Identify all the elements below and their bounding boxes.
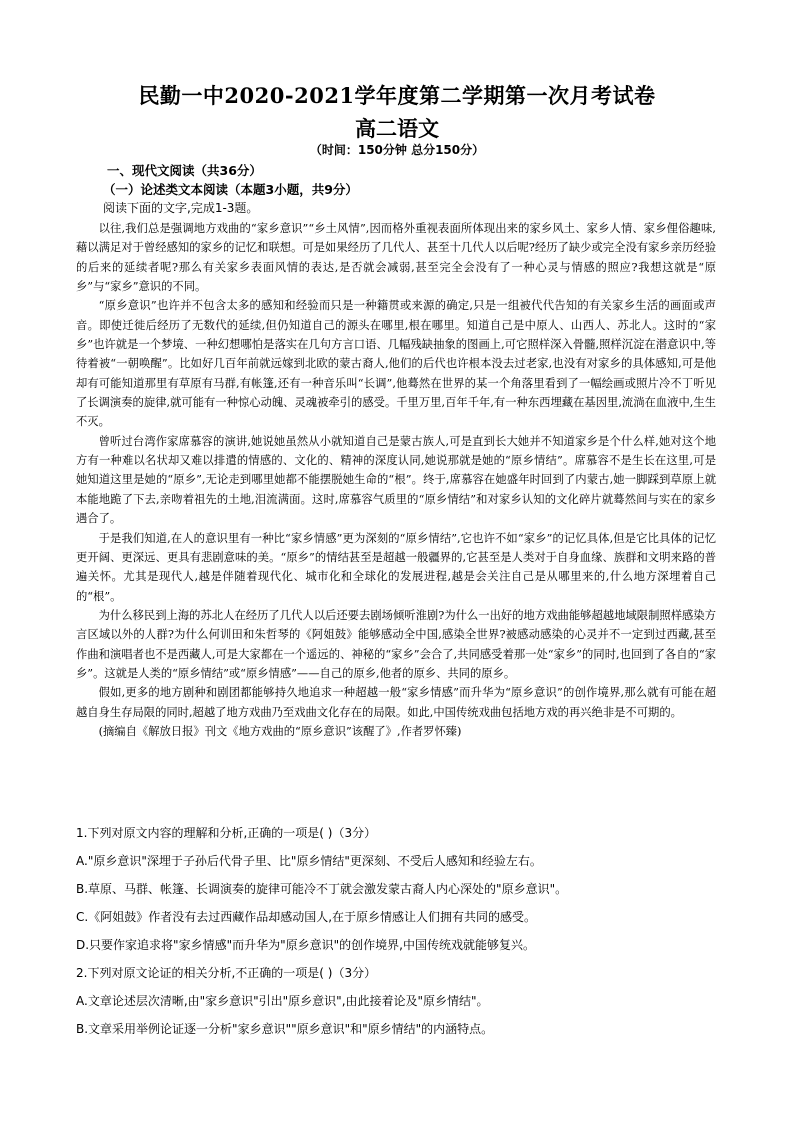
passage-paragraph-2: “原乡意识”也许并不包含太多的感知和经验而只是一种籍贯或来源的确定,只是一组被代代告知的有关家乡生活的画面或声音。即使迁徙后经历了无数代的延续,但仍知道自己的源头在哪里,根在哪里。知道自己是中原人、山西人、苏北人。这时的“家乡”也许就是一个梦境、一种幻想哪怕是落实在几句方言口语、几幅残缺抽象的图画上,可它照样深入骨髓,照样沉淀在潜意识中,等待着被“一朝唤醒”。比如好几百年前就远嫁到北欧的蒙古裔人,他们的后代也许根本没去过老家,也没有对家乡的具体感知,可是他却有可能知道那里有草原有马群,有帐篷,还有一种音乐叫“长调”,他蓦然在世界的某一个角落里看到了一幅绘画或照片冷不丁听见了长调演奏的旋律,就可能有一种惊心动魄、灵魂被牵引的感受。千里万里,百年千年,有一种东西埋藏在基因里,流淌在血液中,生生不灭。 <box>76 299 716 429</box>
passage-paragraph-5: 为什么移民到上海的苏北人在经历了几代人以后还要去剧场倾听淮剧?为什么一出好的地方戏曲能够超越地域限制照样感染方言区域以外的人群?为什么何训田和朱哲琴的《阿姐鼓》能够感动全中国,感染全世界?被感动感染的心灵并不一定到过西藏,甚至作曲和演唱者也不是西藏人,可是大家都在一个遥远的、神秘的“家乡”会合了,共同感受着那一处“家乡”的同时,也回到了各自的“家乡”。这就是人类的“原乡情结”或“原乡情感”——自己的原乡,他者的原乡、共同的原乡。 <box>76 608 716 680</box>
passage-paragraph-3: 曾听过台湾作家席慕容的演讲,她说她虽然从小就知道自己是蒙古族人,可是直到长大她并不知道家乡是个什么样,她对这个地方有一种难以名状却又难以排遣的情感的、文化的、精神的深度认同,她说那就是她的“原乡情结”。席慕容不是生长在这里,可是她知道这里是她的“原乡”,无论走到哪里她都不能摆脱她生命的“根”。终于,席慕容在她盛年时回到了内蒙古,她一脚踩到草原上就本能地跪了下去,亲吻着祖先的土地,泪流满面。这时,席慕容气质里的“原乡情结”和对家乡认知的文化碎片就蓦然间与实在的家乡遇合了。 <box>76 434 716 526</box>
question-2-option-a: A.文章论述层次清晰,由"家乡意识"引出"原乡意识",由此接着论及"原乡情结"。 <box>76 994 489 1008</box>
passage-paragraph-4: 于是我们知道,在人的意识里有一种比“家乡情感”更为深刻的“原乡情结”,它也许不如“家乡”的记忆具体,但是它比具体的记忆更开阔、更深远、更具有悲剧意味的美。“原乡”的情结甚至是超越一般疆界的,它甚至是人类对于自身血缘、族群和文明来路的普遍关怀。尤其是现代人,越是伴随着现代化、城市化和全球化的发展进程,越是会关注自己是从哪里来的,什么地方深埋着自己的“根”。 <box>76 531 716 603</box>
section-heading: 一、现代文阅读（共36分） <box>107 163 262 178</box>
reading-instruction: 阅读下面的文字,完成1-3题。 <box>103 201 259 215</box>
reading-passage <box>76 219 716 741</box>
time-info: （时间：150分钟 总分150分） <box>309 143 485 157</box>
passage-paragraph-6: 假如,更多的地方剧种和剧团都能够持久地追求一种超越一般“家乡情感”而升华为“原乡意识”的创作境界,那么就有可能在超越自身生存局限的同时,超越了地方戏曲乃至戏曲文化存在的局限。如此,中国传统戏曲包括地方戏的再兴绝非是不可期的。 <box>76 686 716 719</box>
question-2-option-b: B.文章采用举例论证逐一分析"家乡意识""原乡意识"和"原乡情结"的内涵特点。 <box>76 1022 494 1036</box>
question-1-option-a: A."原乡意识"深埋于子孙后代骨子里、比"原乡情结"更深刻、不受后人感知和经验左右。 <box>76 854 542 868</box>
question-1-stem: 1.下列对原文内容的理解和分析,正确的一项是( )（3分） <box>76 826 377 840</box>
passage-paragraph-1: 以往,我们总是强调地方戏曲的“家乡意识”“乡土风情”,因而格外重视表面所体现出来的家乡风土、家乡人情、家乡俚俗趣味,藉以满足对于曾经感知的家乡的记忆和联想。可是如果经历了几代人、甚至十几代人以后呢?经历了缺少或完全没有家乡亲历经验的后来的延续者呢?那么有关家乡表面风情的表达,是否就会减弱,甚至完全会没有了一种心灵与情感的照应?我想这就是“原乡”与“家乡”意识的不同。 <box>76 222 716 294</box>
question-1-option-c: C.《阿姐鼓》作者没有去过西藏作品却感动国人,在于原乡情感让人们拥有共同的感受。 <box>76 910 537 924</box>
question-2-stem: 2.下列对原文论证的相关分析,不正确的一项是( )（3分） <box>76 966 377 980</box>
exam-title: 民勤一中2020-2021学年度第二学期第一次月考试卷 <box>138 83 656 108</box>
exam-subtitle: 高二语文 <box>355 116 439 141</box>
question-1-option-b: B.草原、马群、帐篷、长调演奏的旋律可能冷不丁就会激发蒙古裔人内心深处的"原乡意识"。 <box>76 882 568 896</box>
passage-source: (摘编自《解放日报》刊文《地方戏曲的“原乡意识”该醒了》,作者罗怀臻) <box>98 724 462 738</box>
section-subheading: （一）论述类文本阅读（本题3小题，共9分） <box>103 182 358 197</box>
question-1-option-d: D.只要作家追求将"家乡情感"而升华为"原乡意识"的创作境界,中国传统戏就能够复兴。 <box>76 938 535 952</box>
